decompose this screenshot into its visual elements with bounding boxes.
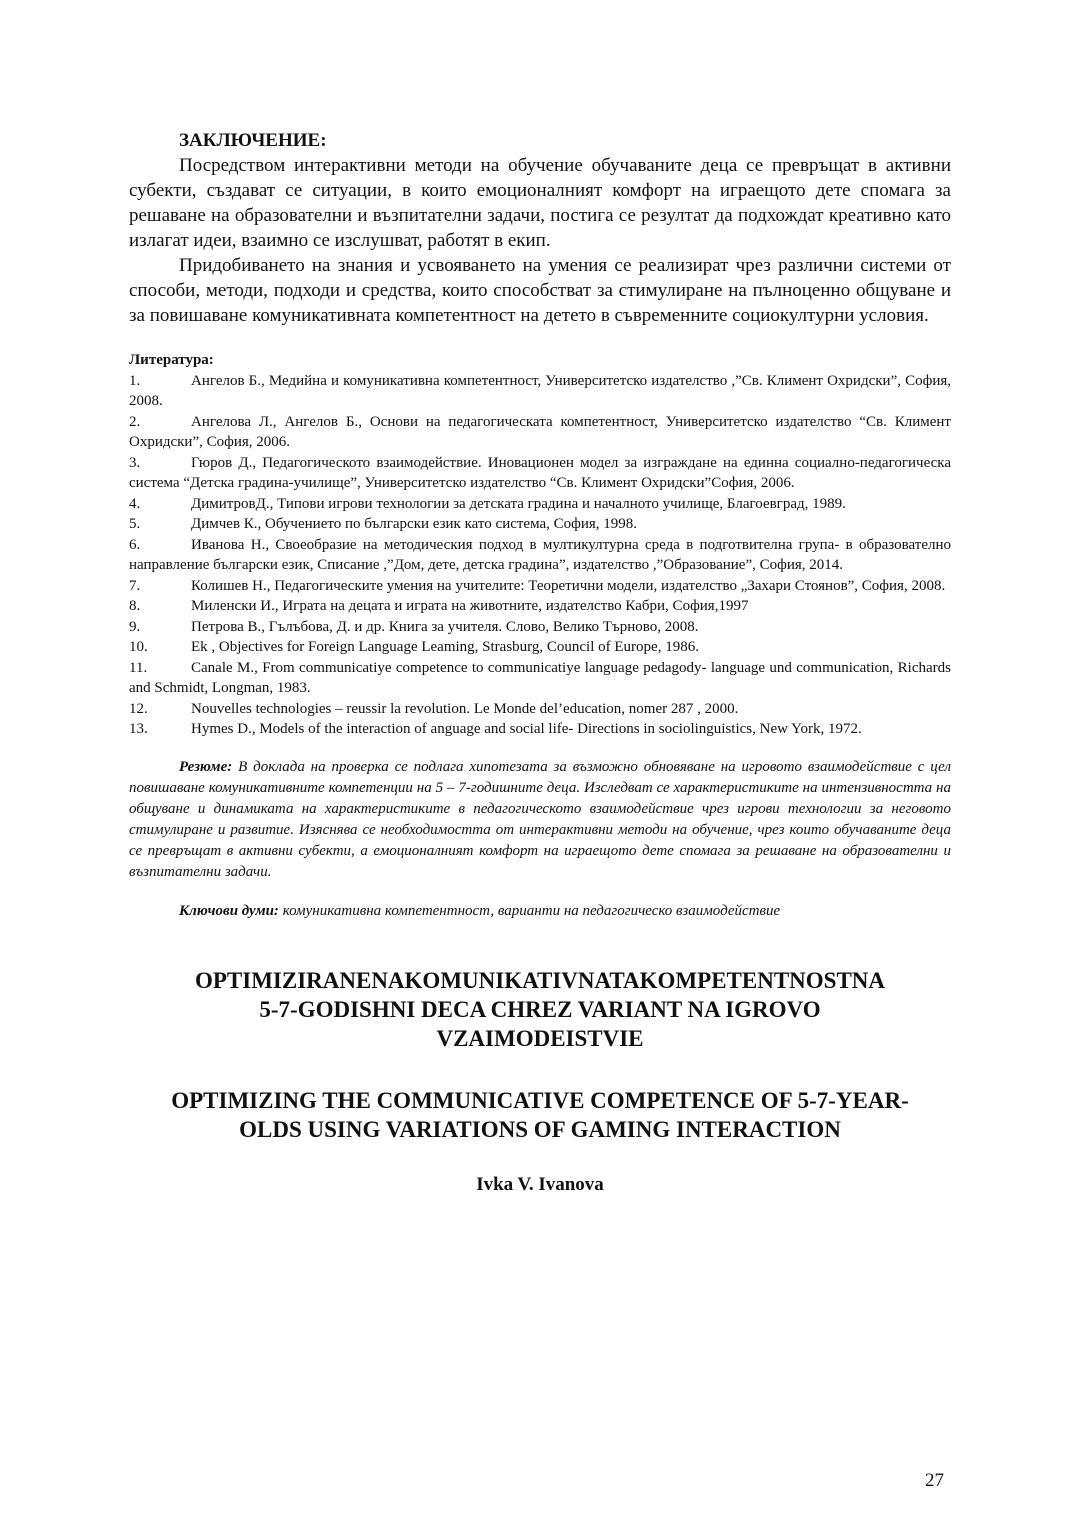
reference-number: 13. xyxy=(129,721,148,737)
reference-text: Гюров Д., Педагогическото взаимодействие. Иновационен модел за изграждане на единна социално-педагогическа система “Детска градина-училище”, Университетско издателство “Св. Климент Охридски”София, 2006. xyxy=(129,454,951,491)
reference-item xyxy=(129,699,951,720)
reference-item xyxy=(129,494,951,515)
reference-text: Петрова В., Гълъбова, Д. и др. Книга за учителя. Слово, Велико Търново, 2008. xyxy=(191,618,699,635)
title-line: OPTIMIZIRANENAKOMUNIKATIVNATAKOMPETENTNOSTNA xyxy=(194,967,886,993)
reference-number: 11. xyxy=(129,659,148,676)
title-line: OPTIMIZING THE COMMUNICATIVE COMPETENCE OF 5-7-YEAR- xyxy=(171,1087,909,1113)
reference-item xyxy=(129,412,951,453)
reference-number: 4. xyxy=(129,495,141,512)
reference-number: 9. xyxy=(129,618,141,635)
references-section xyxy=(129,350,951,740)
keywords-paragraph xyxy=(129,903,951,920)
reference-number: 5. xyxy=(129,516,141,532)
author-name: Ivka V. Ivanova xyxy=(476,1173,604,1195)
reference-number: 6. xyxy=(129,536,141,553)
conclusion-paragraph: Придобиването на знания и усвояването на умения се реализират чрез различни системи от способи, методи, подходи и средства, които способстват за стимулиране на пълноценно общуване и за повишаване комуникативната компетентност на детето в съвременните социокултурни условия. xyxy=(129,255,951,326)
reference-item xyxy=(129,453,951,494)
title-line: OLDS USING VARIATIONS OF GAMING INTERACTION xyxy=(239,1116,841,1142)
reference-text: Димчев К., Обучението по български език като система, София, 1998. xyxy=(191,516,638,532)
reference-item xyxy=(129,719,951,740)
reference-item xyxy=(129,596,951,617)
reference-item xyxy=(129,617,951,638)
reference-text: Canale M., From communicatiye competence to communicatiye language pedagody- language und communication, Richards and Schmidt, Longman, 1983. xyxy=(129,659,951,696)
reference-item xyxy=(129,576,951,597)
page-number: 27 xyxy=(925,1470,944,1491)
reference-text: Ek , Objectives for Foreign Language Leaming, Strasburg, Council of Europe, 1986. xyxy=(191,639,699,655)
keywords-text: комуникативна компетентност, варианти на педагогическо взаимодействие xyxy=(278,902,781,919)
reference-number: 7. xyxy=(129,577,141,594)
reference-number: 8. xyxy=(129,598,141,614)
reference-text: Миленски И., Играта на децата и играта на животните, издателство Кабри, София,1997 xyxy=(191,598,749,614)
reference-text: Hymes D., Models of the interaction of anguage and social life- Directions in sociolinguistics, New York, 1972. xyxy=(191,721,862,737)
reference-text: Иванова Н., Своеобразие на методическия подход в мултикултурна среда в подготвителна група- в образователно направление български език, Списание ,”Дом, дете, детска градина”, издателство ,”Образование”, София, 2014. xyxy=(129,536,951,573)
reference-item xyxy=(129,535,951,576)
reference-text: Колишев Н., Педагогическите умения на учителите: Теоретични модели, издателство „Захари Стоянов”, София, 2008. xyxy=(191,577,946,594)
keywords-label: Ключови думи: xyxy=(179,902,279,919)
english-title xyxy=(129,1086,951,1144)
reference-list xyxy=(129,371,951,740)
title-line: VZAIMODEISTVIE xyxy=(436,1025,644,1051)
reference-number: 2. xyxy=(129,413,141,430)
reference-number: 10. xyxy=(129,639,148,655)
summary-paragraph xyxy=(129,757,951,883)
references-title: Литература: xyxy=(129,352,214,368)
page-content xyxy=(129,128,951,1196)
reference-item xyxy=(129,371,951,412)
title-line: 5-7-GODISHNI DECA CHREZ VARIANT NA IGROVO xyxy=(259,996,821,1022)
reference-item xyxy=(129,637,951,658)
conclusion-paragraph: Посредством интерактивни методи на обучение обучаваните деца се превръщат в активни субекти, създават се ситуации, в които емоционалният комфорт на играещото дете спомага за решаване на образователни и възпитателни задачи, постига се резултат да подхождат креативно като излагат идеи, взаимно се изслушват, работят в екип. xyxy=(129,155,951,251)
reference-number: 3. xyxy=(129,454,141,471)
summary-label: Резюме: xyxy=(179,758,233,775)
reference-item xyxy=(129,514,951,535)
transliterated-title xyxy=(129,966,951,1053)
summary-text: В доклада на проверка се подлага хипотезата за възможно обновяване на игровото взаимодействие с цел повишаване комуникативните компетенции на 5 – 7-годишните деца. Изследват се характеристиките на интензивността на общуване и динамиката на характеристиките в педагогическото взаимодействие чрез игрови технологии за неговото стимулиране и развитие. Изяснява се необходимостта от интерактивни методи на обучение, чрез които обучаваните деца се превръщат в активни субекти, а емоционалният комфорт на играещото дете спомага за решаване на образователни и възпитателни задачи. xyxy=(129,758,951,880)
reference-text: Ангелов Б., Медийна и комуникативна компетентност, Университетско издателство ,”Св. Климент Охридски”, София, 2008. xyxy=(129,372,951,409)
conclusion-heading: ЗАКЛЮЧЕНИЕ: xyxy=(179,130,327,151)
reference-number: 12. xyxy=(129,700,148,717)
reference-number: 1. xyxy=(129,372,141,389)
reference-item xyxy=(129,658,951,699)
reference-text: ДимитровД., Типови игрови технологии за детската градина и началното училище, Благоевград, 1989. xyxy=(191,495,846,512)
reference-text: Nouvelles technologies – reussir la revolution. Le Monde del’education, nomer 287 , 2000. xyxy=(191,700,739,717)
reference-text: Ангелова Л., Ангелов Б., Основи на педагогическата компетентност, Университетско издателство “Св. Климент Охридски”, София, 2006. xyxy=(129,413,951,450)
